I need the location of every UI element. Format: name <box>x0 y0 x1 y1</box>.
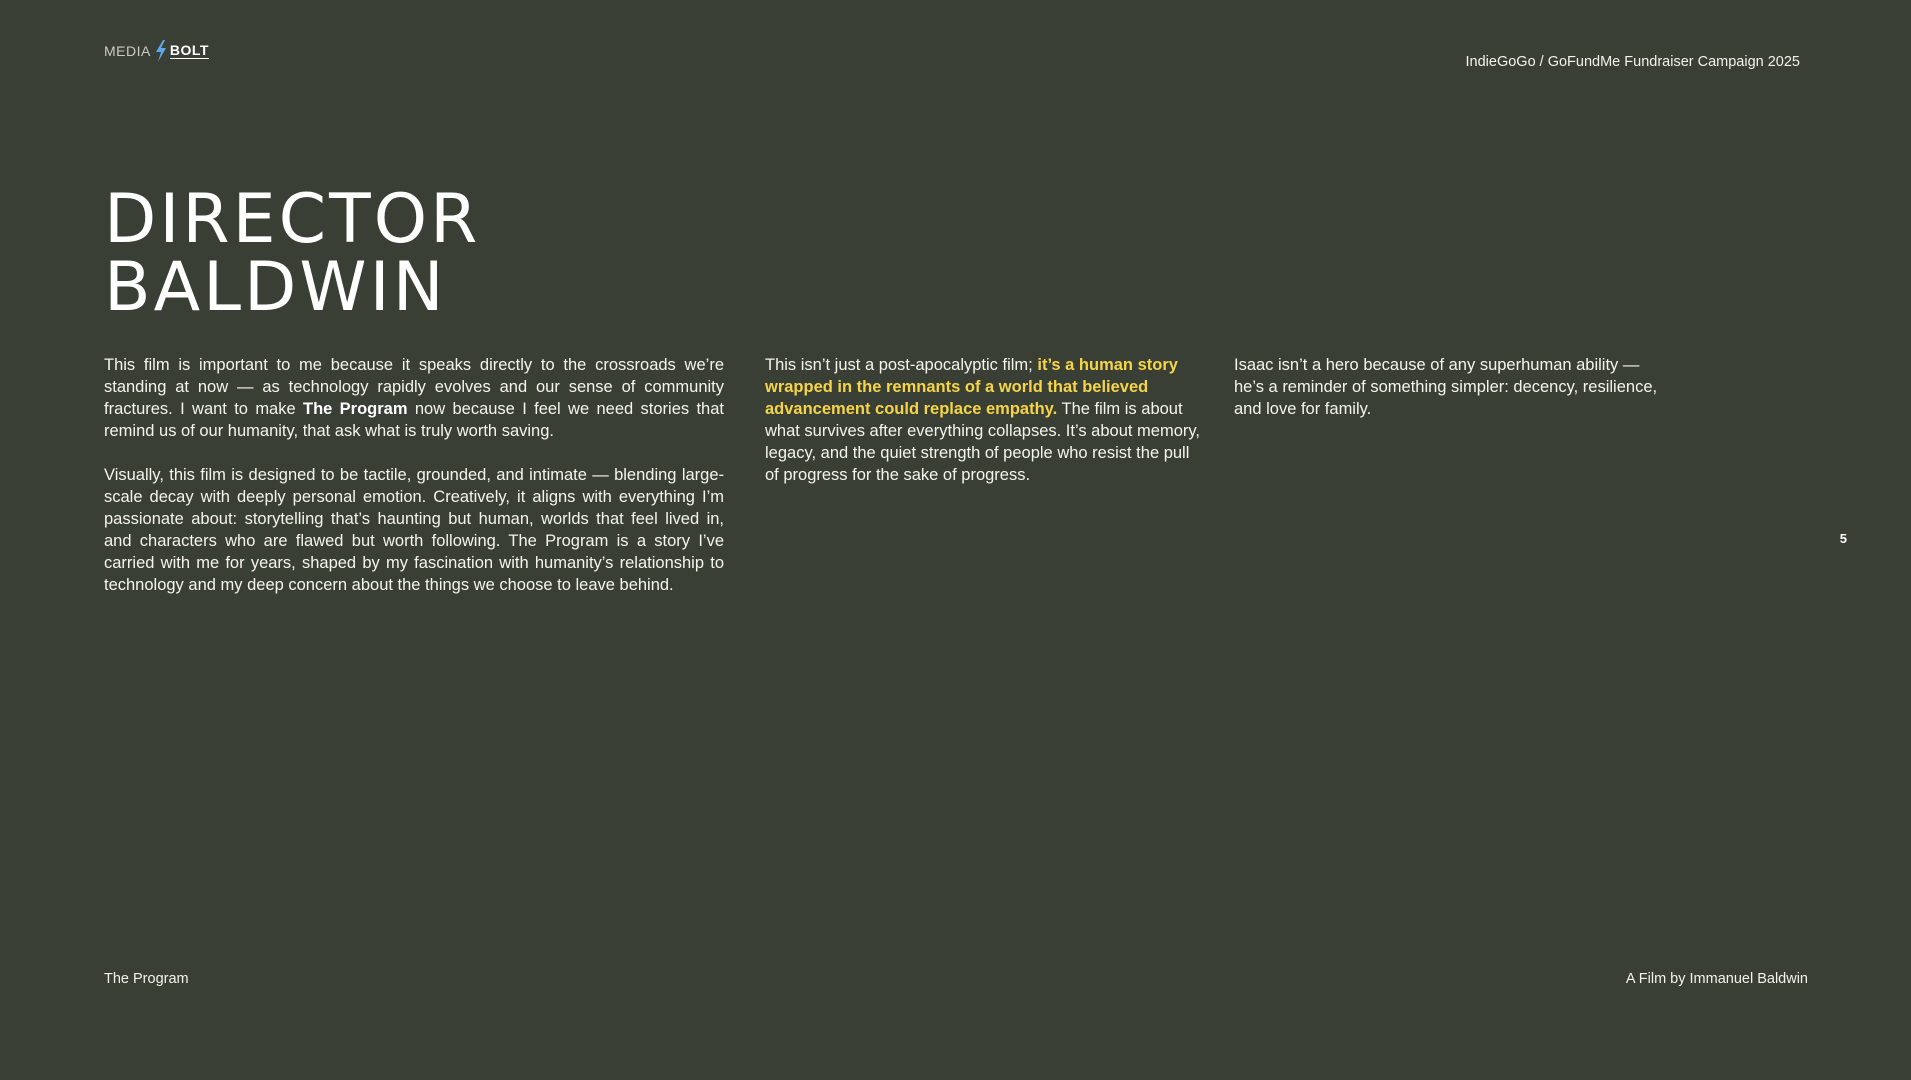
paragraph-visual: Visually, this film is designed to be tactile, grounded, and intimate — blending large-scale decay with deeply personal emotion. Creatively, it aligns with everything I’m passionate about: storytelling that’s haunting but human, worlds that feel lived in, and characters who are flawed but worth following. The Program is a story I’ve carried with me for years, shaped by my fascination with humanity’s relationship to technology and my deep concern about the things we choose to leave behind. <box>104 466 724 594</box>
paragraph-text: The film is about what survives after everything collapses. It’s about memory, legacy, and the quiet strength of people who resist the pull of progress for the sake of progress. <box>765 400 1200 484</box>
logo-word-media: MEDIA <box>104 43 151 59</box>
logo-word-bolt: BOLT <box>169 42 209 58</box>
film-title-bold: The Program <box>303 400 408 418</box>
lightning-bolt-icon <box>154 40 168 62</box>
page-title-line1: DIRECTOR <box>104 180 481 259</box>
paragraph-text: This isn’t just a post-apocalyptic film; <box>765 356 1038 374</box>
media-bolt-logo <box>104 40 209 62</box>
footer-film-title: The Program <box>104 971 189 987</box>
paragraph-text: This film is important to me because it speaks directly to the crossroads we’re standing at now — as technology rapidly evolves and our sense of community fractures. I want to make <box>104 356 724 418</box>
highlighted-text: it’s a human story wrapped in the remnants of a world that believed advancement could replace empathy. <box>765 356 1178 418</box>
text-column-1 <box>104 354 724 618</box>
page-number: 5 <box>1839 531 1847 546</box>
paragraph-text: now because I feel we need stories that remind us of our humanity, that ask what is truly worth saving. <box>104 400 724 440</box>
paragraph-importance <box>104 354 724 442</box>
footer-credit: A Film by Immanuel Baldwin <box>1625 971 1808 987</box>
text-column-3 <box>1234 354 1664 442</box>
campaign-label: IndieGoGo / GoFundMe Fundraiser Campaign 2025 <box>1465 54 1800 70</box>
text-column-2 <box>765 354 1200 508</box>
paragraph-theme <box>765 354 1200 486</box>
page-title <box>104 180 481 327</box>
page-title-line2: BALDWIN <box>104 248 447 327</box>
paragraph-isaac: Isaac isn’t a hero because of any superhuman ability — he’s a reminder of something simpler: decency, resilience, and love for family. <box>1234 356 1658 418</box>
